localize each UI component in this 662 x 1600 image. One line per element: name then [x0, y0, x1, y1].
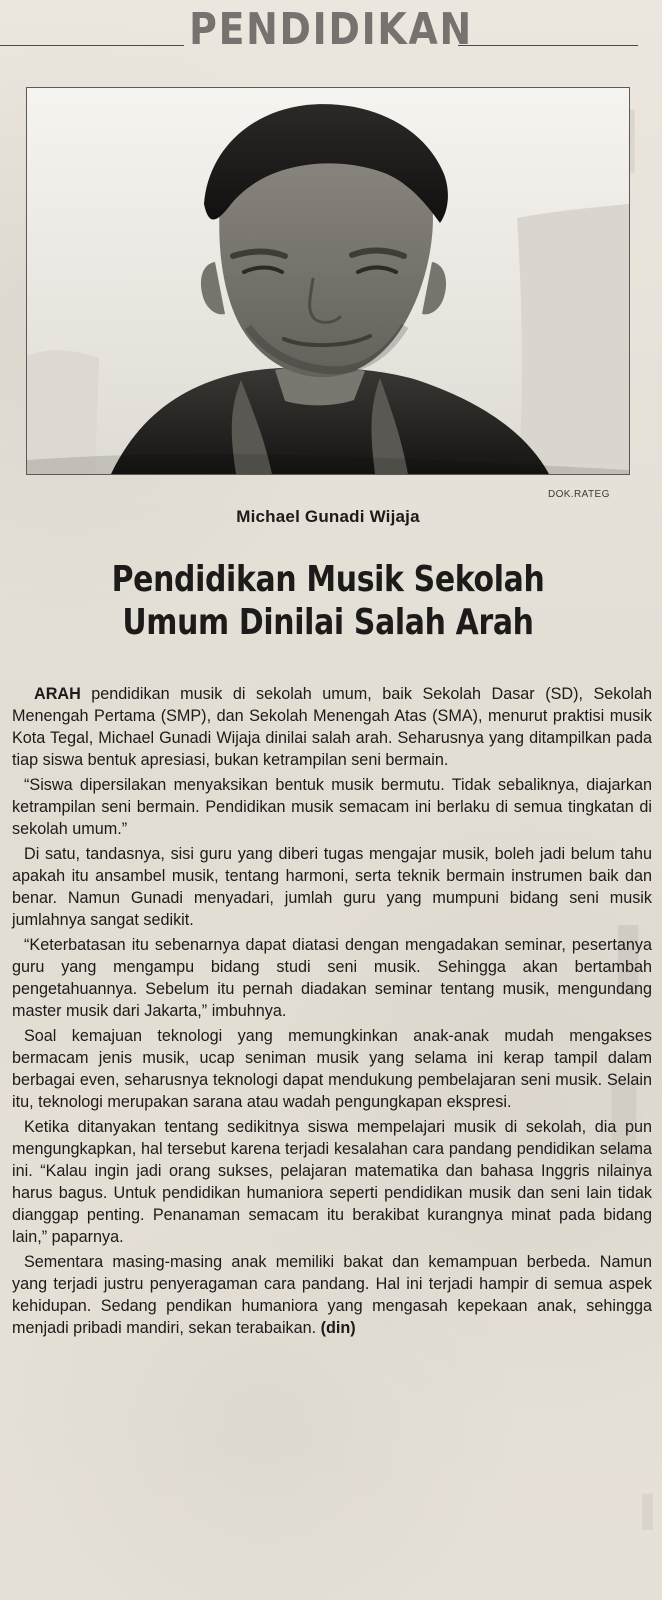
headline-line-1: Pendidikan Musik Sekolah [111, 559, 545, 600]
photo-credit: DOK.RATEG [548, 489, 610, 500]
paragraph-text: Sementara masing-masing anak memiliki bakat dan kemampuan berbeda. Namun yang terjadi justru penyeragaman cara pandang. Hal ini terjadi hampir di semua aspek kehidupan. Sedang pendikan humaniora yang mengasah kepekaan anak, sehingga menjadi pribadi mandiri, sekan terabaikan. [12, 1253, 652, 1337]
lead-word: ARAH [34, 685, 81, 703]
article-paragraph-4: “Keterbatasan itu sebenarnya dapat diatasi dengan mengadakan seminar, pesertanya guru yang mengampu bidang studi seni musik. Sehingga akan bertambah pengetahuannya. Sebelum itu pernah diadakan seminar tentang musik, mengundang master musik dari Jakarta,” imbuhnya. [12, 936, 652, 1020]
portrait-illustration [27, 88, 629, 474]
article-paragraph-1 [12, 683, 652, 771]
article-paragraph-3: Di satu, tandasnya, sisi guru yang diberi tugas mengajar musik, boleh jadi belum tahu apakah itu ansambel musik, tentang harmoni, serta teknik bermain instrumen baik dan benar. Namun Gunadi menyadari, jumlah guru yang mumpuni bidang seni musik jumlahnya sangat sedikit. [12, 845, 652, 929]
headline [0, 558, 656, 644]
headline-line-2: Umum Dinilai Salah Arah [122, 602, 534, 643]
paragraph-text: pendidikan musik di sekolah umum, baik Sekolah Dasar (SD), Sekolah Menengah Pertama (SMP), dan Sekolah Menengah Atas (SMA), menurut praktisi musik Kota Tegal, Michael Gunadi Wijaja dinilai salah arah. Seharusnya yang ditampilkan pada tiap siswa bentuk apresiasi, bukan ketrampilan seni bermain. [12, 685, 652, 769]
bleed-through-mark: ▌ [611, 1081, 662, 1159]
author-signoff: (din) [320, 1319, 356, 1337]
bleed-through-mark: ▌ [617, 926, 660, 991]
article-photo [26, 87, 630, 475]
photo-caption: Michael Gunadi Wijaja [236, 507, 420, 526]
article-paragraph-2: “Siswa dipersilakan menyaksikan bentuk musik bermutu. Tidak sebaliknya, diajarkan ketrampilan seni bermain. Pendidikan musik semacam ini berlaku di semua tingkatan di sekolah umum.” [12, 776, 652, 838]
article-paragraph-6: Ketika ditanyakan tentang sedikitnya siswa mempelajari musik di sekolah, dia pun mengungkapkan, hal tersebut karena terjadi kesalahan cara pandang pendidikan selama ini. “Kalau ingin jadi orang sukses, pelajaran matematika dan bahasa Inggris nilainya harus bagus. Untuk pendidikan humaniora seperti pendidikan musik dan seni lain tidak dianggap penting. Penanaman semacam itu berakibat kurangnya minat pada bidang lain,” paparnya. [12, 1118, 652, 1246]
article-paragraph-7 [12, 1251, 652, 1339]
article-paragraph-5: Soal kemajuan teknologi yang memungkinkan anak-anak mudah mengakses bermacam jenis musik, ucap seniman musik yang selama ini kerap tampil dalam berbagai even, seharusnya teknologi dapat mendukung pembelajaran seni musik. Selain itu, teknologi merupakan sarana atau wadah pengungkapan ekspresi. [12, 1027, 652, 1111]
bleed-through-mark: ▐ [631, 1495, 654, 1528]
article-body [12, 683, 652, 1339]
section-title: PENDIDIKAN [189, 4, 473, 55]
